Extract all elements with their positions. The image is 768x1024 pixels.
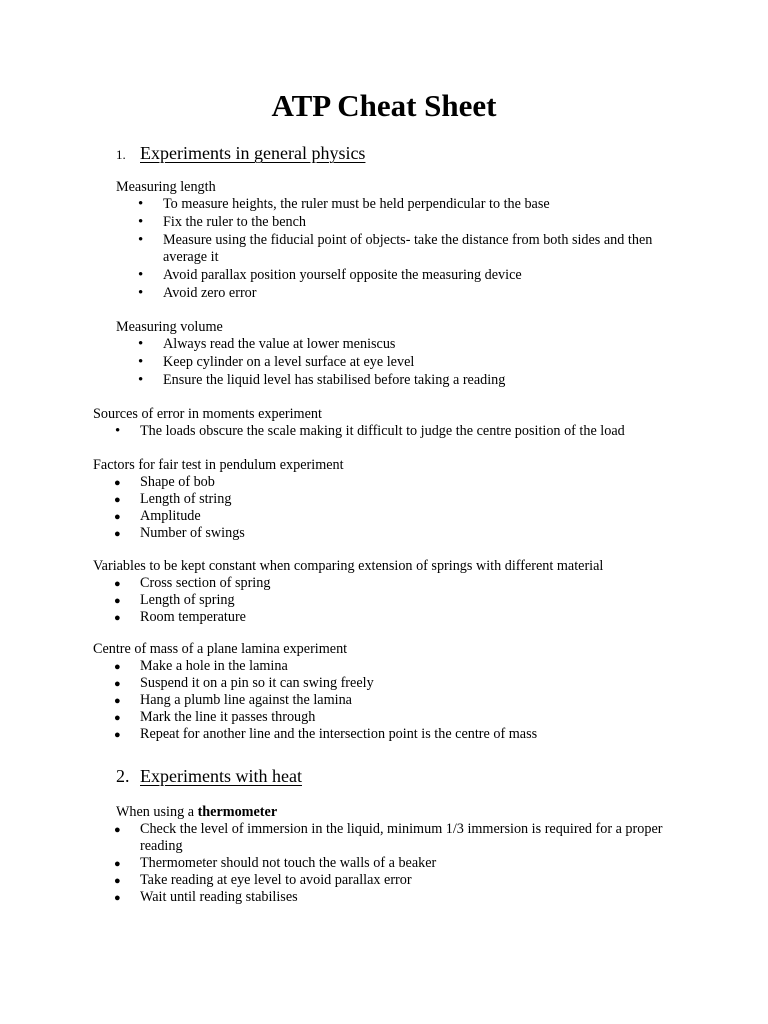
list-item: ● Thermometer should not touch the walls of a beaker (114, 855, 437, 871)
list-item: ● Check the level of immersion in the liquid, minimum 1/3 immersion is required for a proper reading (114, 821, 663, 854)
list-item: ● Length of string (114, 491, 232, 507)
springs-label: Variables to be kept constant when comparing extension of springs with different material (93, 558, 604, 574)
pendulum-label: Factors for fair test in pendulum experiment (93, 457, 344, 473)
thermometer-list (116, 821, 682, 906)
list-item: • Avoid parallax position yourself opposite the measuring device (138, 267, 522, 283)
list-item: • Measure using the fiducial point of objects- take the distance from both sides and then average it (138, 232, 653, 265)
list-item: ● Mark the line it passes through (114, 709, 316, 725)
thermometer-label-prefix: When using a (116, 804, 195, 820)
measuring-volume-label: Measuring volume (116, 319, 223, 335)
thermometer-label (116, 804, 682, 821)
section-1-number: 1. (116, 147, 126, 162)
pendulum-list (93, 474, 713, 542)
measuring-length-label: Measuring length (116, 179, 216, 195)
list-item: ● Shape of bob (114, 474, 215, 490)
measuring-volume-list (116, 336, 696, 389)
pendulum-block (93, 457, 713, 542)
list-item: • Avoid zero error (138, 285, 257, 301)
springs-list (93, 575, 713, 626)
thermometer-block (116, 804, 682, 906)
moments-errors-label: Sources of error in moments experiment (93, 406, 322, 422)
section-2-heading (116, 764, 302, 788)
list-item: • Always read the value at lower meniscus (138, 336, 396, 352)
list-item: ● Take reading at eye level to avoid parallax error (114, 872, 412, 888)
lamina-list (93, 658, 713, 743)
lamina-label: Centre of mass of a plane lamina experiment (93, 641, 348, 657)
section-2-number: 2. (116, 766, 130, 786)
section-2-title: Experiments with heat (140, 766, 302, 786)
measuring-volume-block (116, 319, 696, 389)
list-item: • Fix the ruler to the bench (138, 214, 307, 230)
page-title: ATP Cheat Sheet (271, 88, 497, 123)
section-1-heading (116, 141, 365, 167)
list-item: ● Repeat for another line and the intersection point is the centre of mass (114, 726, 538, 742)
thermometer-label-bold: thermometer (197, 804, 278, 820)
list-item: • Ensure the liquid level has stabilised before taking a reading (138, 372, 506, 388)
list-item: • Keep cylinder on a level surface at eye level (138, 354, 415, 370)
list-item: ● Hang a plumb line against the lamina (114, 692, 352, 708)
measuring-length-block (116, 179, 696, 302)
list-item: • The loads obscure the scale making it difficult to judge the centre position of the load (115, 423, 625, 439)
list-item: ● Suspend it on a pin so it can swing freely (114, 675, 374, 691)
moments-errors-list (93, 423, 713, 440)
list-item: • To measure heights, the ruler must be held perpendicular to the base (138, 196, 550, 212)
moments-errors-block (93, 406, 713, 440)
list-item: ● Wait until reading stabilises (114, 889, 298, 905)
list-item: ● Cross section of spring (114, 575, 271, 591)
section-1-title: Experiments in general physics (140, 143, 366, 163)
list-item: ● Room temperature (114, 609, 246, 625)
list-item: ● Length of spring (114, 592, 235, 608)
measuring-length-list (116, 196, 696, 302)
springs-block (93, 558, 713, 626)
list-item: ● Make a hole in the lamina (114, 658, 288, 674)
list-item: ● Amplitude (114, 508, 201, 524)
list-item: ● Number of swings (114, 525, 245, 541)
lamina-block (93, 641, 713, 743)
